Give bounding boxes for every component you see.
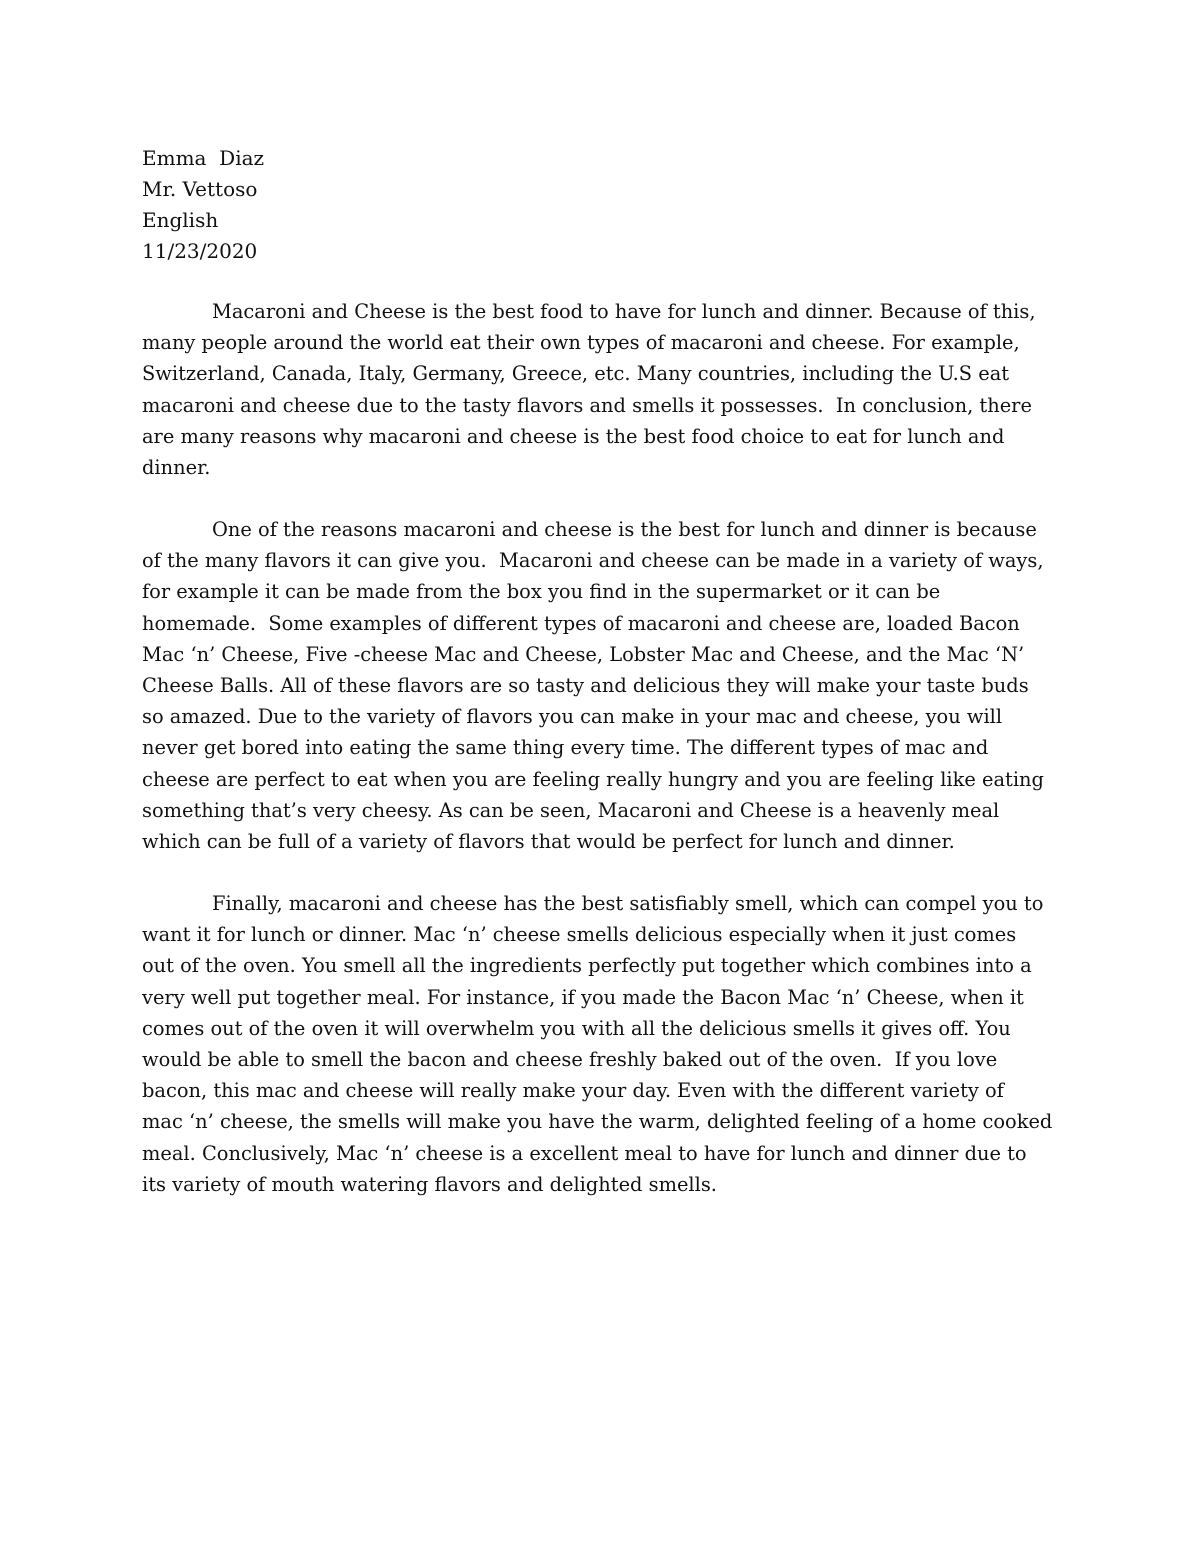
paragraph-line: macaroni and cheese due to the tasty flavors and smells it possesses. In conclusion, there (142, 393, 1032, 417)
paragraph-line: out of the oven. You smell all the ingredients perfectly put together which combines into a (142, 954, 1032, 978)
paragraph-flavors (142, 514, 1062, 857)
paragraph-line: dinner. (142, 456, 211, 480)
paragraph-line: Finally, macaroni and cheese has the best satisfiably smell, which can compel you to (212, 892, 1044, 915)
paragraph-smell (142, 888, 1062, 1200)
paragraph-line: its variety of mouth watering flavors and delighted smells. (142, 1172, 717, 1196)
paragraph-line: something that’s very cheesy. As can be seen, Macaroni and Cheese is a heavenly meal (142, 798, 1000, 822)
author-name: Emma Diaz (142, 146, 265, 170)
document-heading (142, 143, 742, 267)
teacher-name: Mr. Vettoso (142, 177, 258, 201)
paragraph-line: many people around the world eat their own types of macaroni and cheese. For example, (142, 331, 1020, 355)
paragraph-line: Cheese Balls. All of these flavors are so tasty and delicious they will make your taste buds (142, 674, 1029, 698)
paragraph-line: Mac ‘n’ Cheese, Five -cheese Mac and Cheese, Lobster Mac and Cheese, and the Mac ‘N’ (142, 642, 1025, 666)
paragraph-line: very well put together meal. For instance, if you made the Bacon Mac ‘n’ Cheese, when it (142, 985, 1024, 1009)
paragraph-line: mac ‘n’ cheese, the smells will make you have the warm, delighted feeling of a home cooked (142, 1110, 1053, 1134)
paragraph-line: Macaroni and Cheese is the best food to have for lunch and dinner. Because of this, (212, 300, 1036, 323)
paragraph-line: bacon, this mac and cheese will really make your day. Even with the different variety of (142, 1079, 1004, 1103)
paragraph-line: are many reasons why macaroni and cheese is the best food choice to eat for lunch and (142, 424, 1005, 448)
paragraph-line: never get bored into eating the same thing every time. The different types of mac and (142, 736, 989, 760)
paragraph-line: One of the reasons macaroni and cheese is the best for lunch and dinner is because (212, 518, 1037, 541)
document-date: 11/23/2020 (142, 239, 258, 263)
subject-name: English (142, 208, 219, 232)
paragraph-line: meal. Conclusively, Mac ‘n’ cheese is a excellent meal to have for lunch and dinner due to (142, 1141, 1027, 1165)
paragraph-line: would be able to smell the bacon and cheese freshly baked out of the oven. If you love (142, 1048, 998, 1072)
paragraph-line: homemade. Some examples of different types of macaroni and cheese are, loaded Bacon (142, 611, 1020, 635)
paragraph-introduction (142, 296, 1062, 483)
paragraph-line: want it for lunch or dinner. Mac ‘n’ cheese smells delicious especially when it just comes (142, 923, 1017, 947)
paragraph-line: for example it can be made from the box you find in the supermarket or it can be (142, 580, 941, 604)
paragraph-line: comes out of the oven it will overwhelm you with all the delicious smells it gives off. You (142, 1016, 1011, 1040)
paragraph-line: of the many flavors it can give you. Macaroni and cheese can be made in a variety of ways, (142, 549, 1044, 573)
paragraph-line: so amazed. Due to the variety of flavors you can make in your mac and cheese, you will (142, 705, 1003, 729)
paragraph-line: cheese are perfect to eat when you are feeling really hungry and you are feeling like eating (142, 767, 1044, 791)
paragraph-line: which can be full of a variety of flavors that would be perfect for lunch and dinner. (142, 830, 955, 854)
paragraph-line: Switzerland, Canada, Italy, Germany, Greece, etc. Many countries, including the U.S eat (142, 362, 1010, 386)
